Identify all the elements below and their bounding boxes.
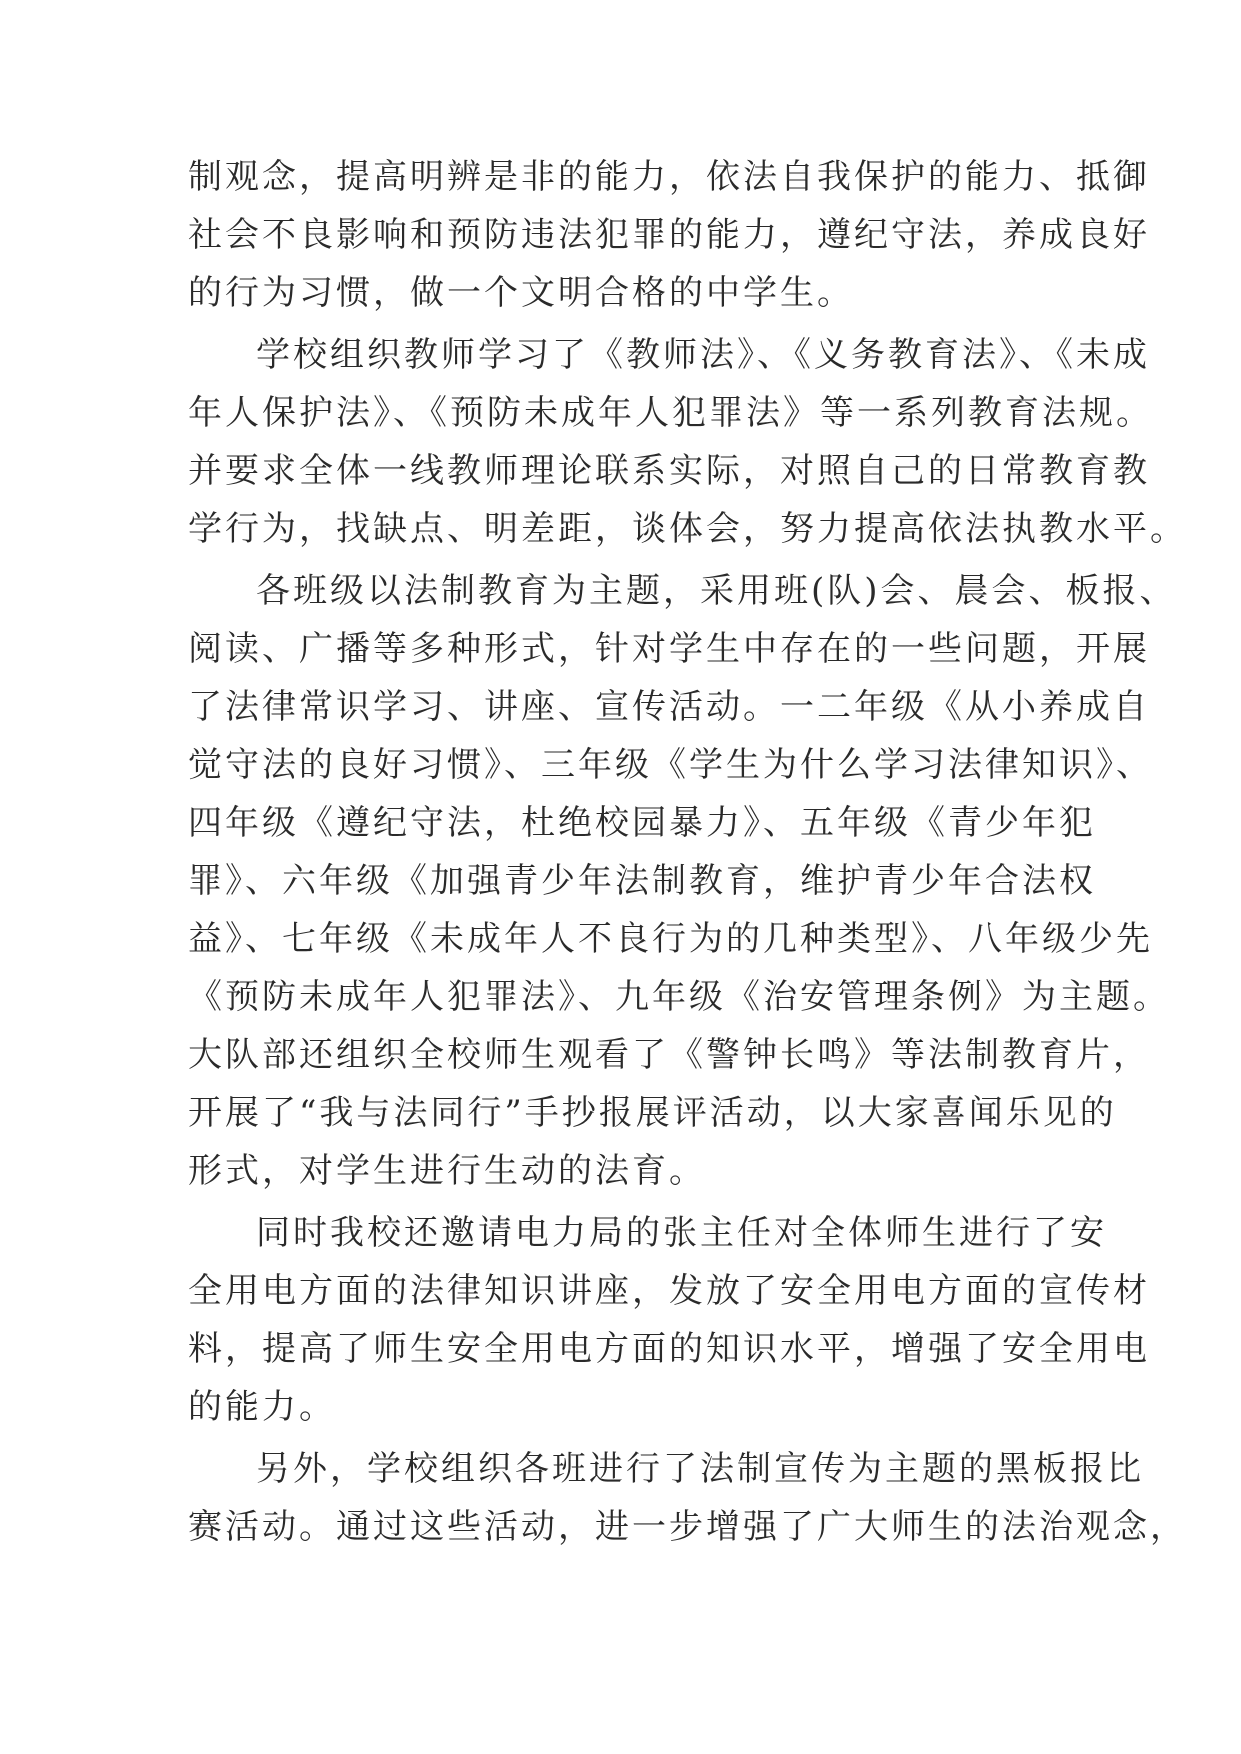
body-text	[188, 148, 1187, 1556]
text-line: 制观念，提高明辨是非的能力，依法自我保护的能力、抵御	[188, 157, 1150, 197]
paragraph-2	[188, 326, 1187, 558]
text-line: 《预防未成年人犯罪法》、九年级《治安管理条例》为主题。	[188, 977, 1170, 1017]
text-line: 赛活动。通过这些活动，进一步增强了广大师生的法治观念，	[188, 1507, 1187, 1547]
text-line: 学行为，找缺点、明差距，谈体会，努力提高依法执教水平。	[188, 509, 1187, 549]
text-line: 料，提高了师生安全用电方面的知识水平，增强了安全用电	[188, 1329, 1150, 1369]
text-line: 的能力。	[188, 1387, 336, 1427]
text-line: 四年级《遵纪守法，杜绝校园暴力》、五年级《青少年犯	[188, 803, 1096, 843]
text-line: 各班级以法制教育为主题，采用班(队)会、晨会、板报、	[256, 571, 1177, 611]
paragraph-3	[188, 562, 1177, 1200]
text-line: 阅读、广播等多种形式，针对学生中存在的一些问题，开展	[188, 629, 1150, 669]
text-line: 形式，对学生进行生动的法育。	[188, 1151, 706, 1191]
paragraph-4	[188, 1204, 1150, 1436]
text-line: 并要求全体一线教师理论联系实际，对照自己的日常教育教	[188, 451, 1150, 491]
text-line: 学校组织教师学习了《教师法》、《义务教育法》、《未成	[256, 335, 1150, 375]
text-line: 罪》、六年级《加强青少年法制教育，维护青少年合法权	[188, 861, 1096, 901]
text-line: 全用电方面的法律知识讲座，发放了安全用电方面的宣传材	[188, 1271, 1150, 1311]
paragraph-5	[188, 1440, 1187, 1556]
text-line: 益》、七年级《未成年人不良行为的几种类型》、八年级少先	[188, 919, 1153, 959]
text-line: 同时我校还邀请电力局的张主任对全体师生进行了安	[256, 1213, 1107, 1253]
text-line: 大队部还组织全校师生观看了《警钟长鸣》等法制教育片，	[188, 1035, 1150, 1075]
text-line: 另外，学校组织各班进行了法制宣传为主题的黑板报比	[256, 1449, 1144, 1489]
text-line: 社会不良影响和预防违法犯罪的能力，遵纪守法，养成良好	[188, 215, 1150, 255]
text-line: 觉守法的良好习惯》、三年级《学生为什么学习法律知识》、	[188, 745, 1153, 785]
text-line: 的行为习惯，做一个文明合格的中学生。	[188, 273, 854, 313]
paragraph-1	[188, 148, 1150, 322]
text-line: 开展了“我与法同行”手抄报展评活动，以大家喜闻乐见的	[188, 1093, 1117, 1133]
text-line: 年人保护法》、《预防未成年人犯罪法》等一系列教育法规。	[188, 393, 1153, 433]
text-line: 了法律常识学习、讲座、宣传活动。一二年级《从小养成自	[188, 687, 1150, 727]
